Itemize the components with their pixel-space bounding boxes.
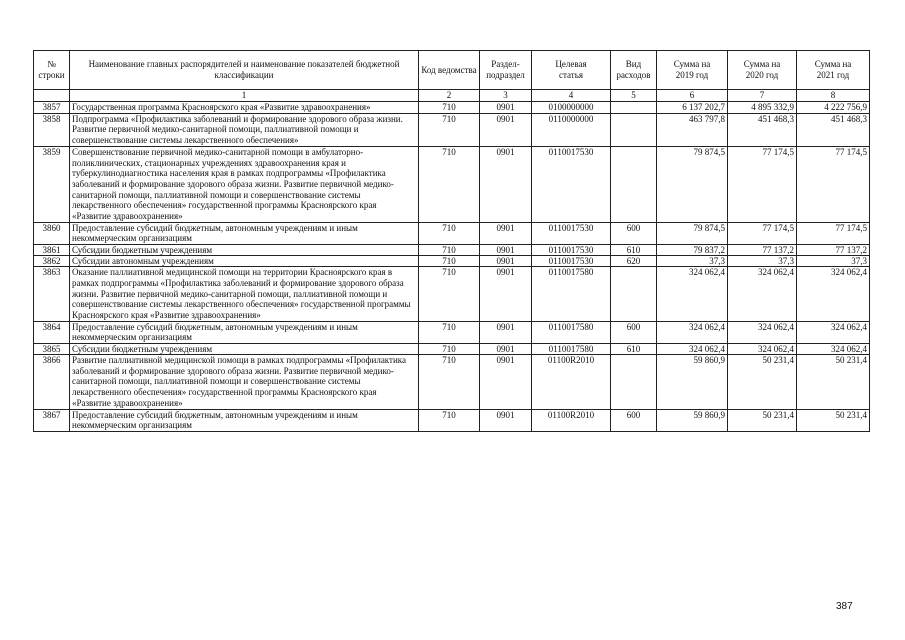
row-dept-code: 710 xyxy=(419,113,480,146)
row-sum-2019: 37,3 xyxy=(657,256,728,267)
table-row xyxy=(34,245,870,256)
header-sum-2021: Сумма на 2021 год xyxy=(797,51,870,90)
row-number: 3864 xyxy=(34,321,70,343)
table-row xyxy=(34,355,870,410)
row-name: Предоставление субсидий бюджетным, автономным учреждениям и иным некоммерческим организациям xyxy=(70,222,419,244)
row-sum-2021: 324 062,4 xyxy=(797,321,870,343)
row-name: Предоставление субсидий бюджетным, автономным учреждениям и иным некоммерческим организациям xyxy=(70,409,419,431)
row-section: 0901 xyxy=(480,344,532,355)
row-sum-2021: 37,3 xyxy=(797,256,870,267)
row-section: 0901 xyxy=(480,102,532,114)
row-expense-type: 620 xyxy=(611,256,657,267)
row-sum-2020: 50 231,4 xyxy=(728,409,797,431)
row-number: 3865 xyxy=(34,344,70,355)
row-number: 3857 xyxy=(34,102,70,114)
header-target: Целевая статья xyxy=(532,51,611,90)
table-row xyxy=(34,146,870,222)
row-number: 3866 xyxy=(34,355,70,410)
column-number: 6 xyxy=(657,90,728,102)
budget-table xyxy=(33,50,870,432)
table-row xyxy=(34,409,870,431)
row-target: 0110017530 xyxy=(532,222,611,244)
row-sum-2019: 59 860,9 xyxy=(657,409,728,431)
row-dept-code: 710 xyxy=(419,344,480,355)
column-numbers-row xyxy=(34,90,870,102)
row-dept-code: 710 xyxy=(419,256,480,267)
row-section: 0901 xyxy=(480,355,532,410)
row-sum-2019: 79 837,2 xyxy=(657,245,728,256)
column-number: 7 xyxy=(728,90,797,102)
row-name: Подпрограмма «Профилактика заболеваний и формирование здорового образа жизни. Развитие первичной медико-санитарной помощи, паллиативной помощи и совершенствование системы лекарственного обеспечения» xyxy=(70,113,419,146)
row-sum-2021: 77 137,2 xyxy=(797,245,870,256)
row-dept-code: 710 xyxy=(419,222,480,244)
column-number: 2 xyxy=(419,90,480,102)
row-sum-2021: 77 174,5 xyxy=(797,146,870,222)
row-sum-2021: 451 468,3 xyxy=(797,113,870,146)
row-number: 3862 xyxy=(34,256,70,267)
row-number: 3858 xyxy=(34,113,70,146)
row-target: 01100R2010 xyxy=(532,409,611,431)
column-number: 4 xyxy=(532,90,611,102)
row-sum-2019: 463 797,8 xyxy=(657,113,728,146)
row-sum-2020: 37,3 xyxy=(728,256,797,267)
row-sum-2021: 50 231,4 xyxy=(797,355,870,410)
header-sum-2020: Сумма на 2020 год xyxy=(728,51,797,90)
row-sum-2020: 4 895 332,9 xyxy=(728,102,797,114)
row-sum-2021: 324 062,4 xyxy=(797,267,870,322)
row-sum-2020: 77 137,2 xyxy=(728,245,797,256)
row-sum-2019: 59 860,9 xyxy=(657,355,728,410)
column-number: 3 xyxy=(480,90,532,102)
row-sum-2019: 6 137 202,7 xyxy=(657,102,728,114)
header-row xyxy=(34,51,870,90)
column-number: 5 xyxy=(611,90,657,102)
row-dept-code: 710 xyxy=(419,321,480,343)
row-target: 0100000000 xyxy=(532,102,611,114)
table-row xyxy=(34,321,870,343)
row-number: 3867 xyxy=(34,409,70,431)
row-name: Развитие паллиативной медицинской помощи в рамках подпрограммы «Профилактика заболеваний и формирование здорового образа жизни. Развитие первичной медико-санитарной помощи, паллиативной помощи и совершенствование системы лекарственного обеспечения» государственной программы Красноярского края «Развитие здравоохранения» xyxy=(70,355,419,410)
row-sum-2020: 451 468,3 xyxy=(728,113,797,146)
row-dept-code: 710 xyxy=(419,245,480,256)
row-section: 0901 xyxy=(480,267,532,322)
row-name: Субсидии автономным учреждениям xyxy=(70,256,419,267)
row-dept-code: 710 xyxy=(419,146,480,222)
column-number: 1 xyxy=(70,90,419,102)
header-row-no: № строки xyxy=(34,51,70,90)
row-expense-type: 600 xyxy=(611,222,657,244)
row-target: 0110017530 xyxy=(532,245,611,256)
row-expense-type: 600 xyxy=(611,409,657,431)
row-sum-2021: 4 222 756,9 xyxy=(797,102,870,114)
row-number: 3863 xyxy=(34,267,70,322)
row-name: Совершенствование первичной медико-санитарной помощи в амбулаторно-поликлинических, стационарных учреждениях здравоохранения края и туберкулинодиагностика населения края в рамках подпрограммы «Профилактика заболеваний и формирование здорового образа жизни. Развитие первичной медико-санитарной помощи, паллиативной помощи и совершенствование системы лекарственного обеспечения» государственной программы Красноярского края «Развитие здравоохранения» xyxy=(70,146,419,222)
header-section: Раздел-подраздел xyxy=(480,51,532,90)
row-name: Оказание паллиативной медицинской помощи на территории Красноярского края в рамках подпрограммы «Профилактика заболеваний и формирование здорового образа жизни. Развитие первичной медико-санитарной помощи, паллиативной помощи и совершенствование системы лекарственного обеспечения» государственной программы Красноярского края «Развитие здравоохранения» xyxy=(70,267,419,322)
row-expense-type xyxy=(611,113,657,146)
table-row xyxy=(34,267,870,322)
column-number: 8 xyxy=(797,90,870,102)
row-target: 0110017580 xyxy=(532,321,611,343)
row-sum-2021: 50 231,4 xyxy=(797,409,870,431)
table-row xyxy=(34,344,870,355)
row-target: 0110017530 xyxy=(532,146,611,222)
row-target: 01100R2010 xyxy=(532,355,611,410)
row-sum-2019: 324 062,4 xyxy=(657,344,728,355)
row-number: 3860 xyxy=(34,222,70,244)
budget-table-page xyxy=(33,50,869,432)
row-expense-type xyxy=(611,102,657,114)
row-name: Субсидии бюджетным учреждениям xyxy=(70,344,419,355)
row-number: 3861 xyxy=(34,245,70,256)
row-name: Государственная программа Красноярского края «Развитие здравоохранения» xyxy=(70,102,419,114)
row-expense-type xyxy=(611,146,657,222)
row-sum-2019: 79 874,5 xyxy=(657,146,728,222)
column-number xyxy=(34,90,70,102)
row-expense-type: 600 xyxy=(611,321,657,343)
row-section: 0901 xyxy=(480,245,532,256)
header-sum-2019: Сумма на 2019 год xyxy=(657,51,728,90)
row-dept-code: 710 xyxy=(419,355,480,410)
row-sum-2020: 50 231,4 xyxy=(728,355,797,410)
table-row xyxy=(34,102,870,114)
table-row xyxy=(34,222,870,244)
row-target: 0110017580 xyxy=(532,344,611,355)
row-sum-2020: 77 174,5 xyxy=(728,146,797,222)
row-sum-2019: 324 062,4 xyxy=(657,321,728,343)
row-sum-2021: 77 174,5 xyxy=(797,222,870,244)
row-expense-type xyxy=(611,355,657,410)
row-sum-2020: 324 062,4 xyxy=(728,344,797,355)
row-section: 0901 xyxy=(480,222,532,244)
row-sum-2019: 79 874,5 xyxy=(657,222,728,244)
row-name: Предоставление субсидий бюджетным, автономным учреждениям и иным некоммерческим организациям xyxy=(70,321,419,343)
row-number: 3859 xyxy=(34,146,70,222)
row-dept-code: 710 xyxy=(419,267,480,322)
row-name: Субсидии бюджетным учреждениям xyxy=(70,245,419,256)
row-expense-type: 610 xyxy=(611,344,657,355)
row-target: 0110017580 xyxy=(532,267,611,322)
table-row xyxy=(34,256,870,267)
row-expense-type: 610 xyxy=(611,245,657,256)
row-sum-2020: 324 062,4 xyxy=(728,267,797,322)
row-section: 0901 xyxy=(480,321,532,343)
row-section: 0901 xyxy=(480,409,532,431)
row-target: 0110000000 xyxy=(532,113,611,146)
header-expense-type: Вид расходов xyxy=(611,51,657,90)
header-dept-code: Код ведомства xyxy=(419,51,480,90)
row-sum-2020: 324 062,4 xyxy=(728,321,797,343)
page-number: 387 xyxy=(836,601,853,612)
row-section: 0901 xyxy=(480,146,532,222)
row-sum-2020: 77 174,5 xyxy=(728,222,797,244)
row-dept-code: 710 xyxy=(419,102,480,114)
table-row xyxy=(34,113,870,146)
row-sum-2019: 324 062,4 xyxy=(657,267,728,322)
row-expense-type xyxy=(611,267,657,322)
row-section: 0901 xyxy=(480,113,532,146)
row-section: 0901 xyxy=(480,256,532,267)
header-name: Наименование главных распорядителей и наименование показателей бюджетной классификации xyxy=(70,51,419,90)
row-target: 0110017530 xyxy=(532,256,611,267)
row-sum-2021: 324 062,4 xyxy=(797,344,870,355)
row-dept-code: 710 xyxy=(419,409,480,431)
